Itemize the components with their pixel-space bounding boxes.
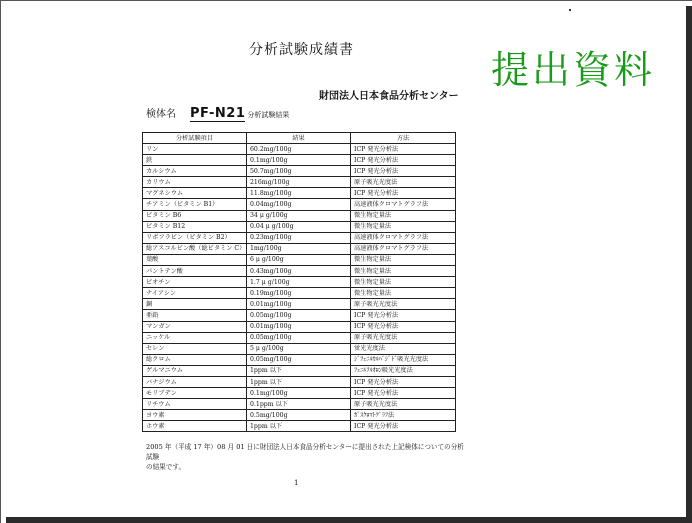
cell-method: 微生物定量法 xyxy=(351,266,456,277)
cell-item: セレン xyxy=(143,343,247,354)
cell-result: 0.05mg/100g xyxy=(247,332,351,343)
cell-item: バナジウム xyxy=(143,376,247,387)
cell-result: 0.04 μ g/100g xyxy=(247,221,351,232)
table-row xyxy=(143,188,456,199)
table-row xyxy=(143,310,456,321)
sample-line xyxy=(146,105,289,121)
cell-result: 0.1ppm 以下 xyxy=(247,399,351,410)
cell-result: 0.05mg/100g xyxy=(247,310,351,321)
cell-item: パントテン酸 xyxy=(143,266,247,277)
table-row xyxy=(143,177,456,188)
cell-method: 原子吸光光度法 xyxy=(351,332,456,343)
cell-item: マンガン xyxy=(143,321,247,332)
table-row xyxy=(143,421,456,432)
cell-item: リン xyxy=(143,144,247,155)
cell-item: リボフラビン（ビタミン B2） xyxy=(143,232,247,243)
cell-result: 1mg/100g xyxy=(247,243,351,254)
cell-result: 0.01mg/100g xyxy=(247,299,351,310)
table-row xyxy=(143,277,456,288)
table-row xyxy=(143,399,456,410)
cell-method: 高速液体クロマトグラフ法 xyxy=(351,243,456,254)
cell-result: 1ppm 以下 xyxy=(247,421,351,432)
sample-suffix: 分析試験結果 xyxy=(247,111,290,119)
submission-stamp: 提出資料 xyxy=(491,48,656,92)
cell-item: ヨウ素 xyxy=(143,410,247,421)
document-page xyxy=(1,1,686,517)
cell-method: 原子吸光光度法 xyxy=(351,177,456,188)
table-header-row xyxy=(143,133,456,144)
cell-result: 0.01mg/100g xyxy=(247,321,351,332)
cell-item: 鉄 xyxy=(143,155,247,166)
cell-method: ICP 発光分析法 xyxy=(351,388,456,399)
footnote xyxy=(146,442,466,472)
cell-method: ICP 発光分析法 xyxy=(351,421,456,432)
cell-item: ナイアシン xyxy=(143,288,247,299)
page-shadow-right xyxy=(686,6,692,523)
table-row xyxy=(143,288,456,299)
cell-result: 1ppm 以下 xyxy=(247,365,351,376)
cell-result: 216mg/100g xyxy=(247,177,351,188)
cell-method: 高速液体クロマトグラフ法 xyxy=(351,199,456,210)
table-row xyxy=(143,254,456,265)
cell-method: 微生物定量法 xyxy=(351,277,456,288)
cell-item: マグネシウム xyxy=(143,188,247,199)
table-row xyxy=(143,266,456,277)
cell-item: ホウ素 xyxy=(143,421,247,432)
table-row xyxy=(143,166,456,177)
cell-item: モリブデン xyxy=(143,388,247,399)
cell-result: 0.04mg/100g xyxy=(247,199,351,210)
cell-method: ICP 発光分析法 xyxy=(351,144,456,155)
page-shadow-bottom xyxy=(6,517,692,523)
table-row xyxy=(143,155,456,166)
cell-method: ICP 発光分析法 xyxy=(351,310,456,321)
table-row xyxy=(143,243,456,254)
header-item: 分析試験項目 xyxy=(143,133,247,144)
cell-result: 1.7 μ g/100g xyxy=(247,277,351,288)
table-row xyxy=(143,376,456,387)
table-row xyxy=(143,343,456,354)
cell-method: ICP 発光分析法 xyxy=(351,376,456,387)
cell-method: 微生物定量法 xyxy=(351,210,456,221)
cell-method: 高速液体クロマトグラフ法 xyxy=(351,232,456,243)
header-method: 方法 xyxy=(351,133,456,144)
organization-name: 財団法人日本食品分析センター xyxy=(319,91,459,102)
cell-method: ICP 発光分析法 xyxy=(351,155,456,166)
cell-result: 1ppm 以下 xyxy=(247,376,351,387)
cell-item: ビオチン xyxy=(143,277,247,288)
scan-speck xyxy=(569,9,571,11)
table-row xyxy=(143,365,456,376)
cell-result: 0.23mg/100g xyxy=(247,232,351,243)
document-title: 分析試験成績書 xyxy=(249,42,354,58)
cell-method: 微生物定量法 xyxy=(351,221,456,232)
cell-method: ICP 発光分析法 xyxy=(351,321,456,332)
table-row xyxy=(143,144,456,155)
table-row xyxy=(143,410,456,421)
cell-item: カルシウム xyxy=(143,166,247,177)
table-row xyxy=(143,199,456,210)
cell-result: 34 μ g/100g xyxy=(247,210,351,221)
cell-method: 原子吸光光度法 xyxy=(351,299,456,310)
cell-item: 葉酸 xyxy=(143,254,247,265)
cell-result: 5 μ g/100g xyxy=(247,343,351,354)
cell-method: 原子吸光光度法 xyxy=(351,399,456,410)
page-number: 1 xyxy=(294,479,299,487)
cell-result: 0.5mg/100g xyxy=(247,410,351,421)
cell-result: 0.1mg/100g xyxy=(247,388,351,399)
sample-label: 検体名 xyxy=(146,109,176,120)
cell-method: 微生物定量法 xyxy=(351,288,456,299)
cell-item: チアミン（ビタミン B1） xyxy=(143,199,247,210)
cell-item: 総アスコルビン酸（総ビタミン C） xyxy=(143,243,247,254)
table-row xyxy=(143,210,456,221)
cell-result: 6 μ g/100g xyxy=(247,254,351,265)
cell-item: リチウム xyxy=(143,399,247,410)
cell-item: カリウム xyxy=(143,177,247,188)
cell-item: ビタミン B6 xyxy=(143,210,247,221)
table-row xyxy=(143,332,456,343)
cell-method: ICP 発光分析法 xyxy=(351,166,456,177)
cell-method: ｶﾞｽｸﾛﾏﾄｸﾞﾗﾌ法 xyxy=(351,410,456,421)
cell-result: 60.2mg/100g xyxy=(247,144,351,155)
cell-item: 銅 xyxy=(143,299,247,310)
cell-result: 0.05mg/100g xyxy=(247,354,351,365)
footnote-line-2: の結果です。 xyxy=(146,463,186,471)
cell-result: 11.8mg/100g xyxy=(247,188,351,199)
table-row xyxy=(143,321,456,332)
cell-result: 0.1mg/100g xyxy=(247,155,351,166)
cell-result: 0.19mg/100g xyxy=(247,288,351,299)
cell-item: ニッケル xyxy=(143,332,247,343)
table-row xyxy=(143,221,456,232)
table-row xyxy=(143,299,456,310)
footnote-line-1: 2005 年（平成 17 年）08 月 01 日に財団法人日本食品分析センターに提出された上記検体についての分析試験 xyxy=(146,443,464,461)
cell-item: 亜鉛 xyxy=(143,310,247,321)
cell-result: 50.7mg/100g xyxy=(247,166,351,177)
header-result: 結果 xyxy=(247,133,351,144)
cell-method: ｼﾞﾌｪﾆﾙｶﾙﾊﾞｼﾞﾄﾞ吸光光度法 xyxy=(351,354,456,365)
results-table xyxy=(142,132,456,432)
cell-item: ビタミン B12 xyxy=(143,221,247,232)
table-row xyxy=(143,232,456,243)
table-row xyxy=(143,354,456,365)
cell-item: 総クロム xyxy=(143,354,247,365)
cell-method: ICP 発光分析法 xyxy=(351,188,456,199)
cell-method: ﾌｪﾆﾙﾌﾙｵﾛﾝ吸光光度法 xyxy=(351,365,456,376)
sample-name: PF-N21 xyxy=(190,106,246,121)
cell-item: ゲルマニウム xyxy=(143,365,247,376)
cell-method: 蛍光光度法 xyxy=(351,343,456,354)
cell-result: 0.43mg/100g xyxy=(247,266,351,277)
table-row xyxy=(143,388,456,399)
cell-method: 微生物定量法 xyxy=(351,254,456,265)
